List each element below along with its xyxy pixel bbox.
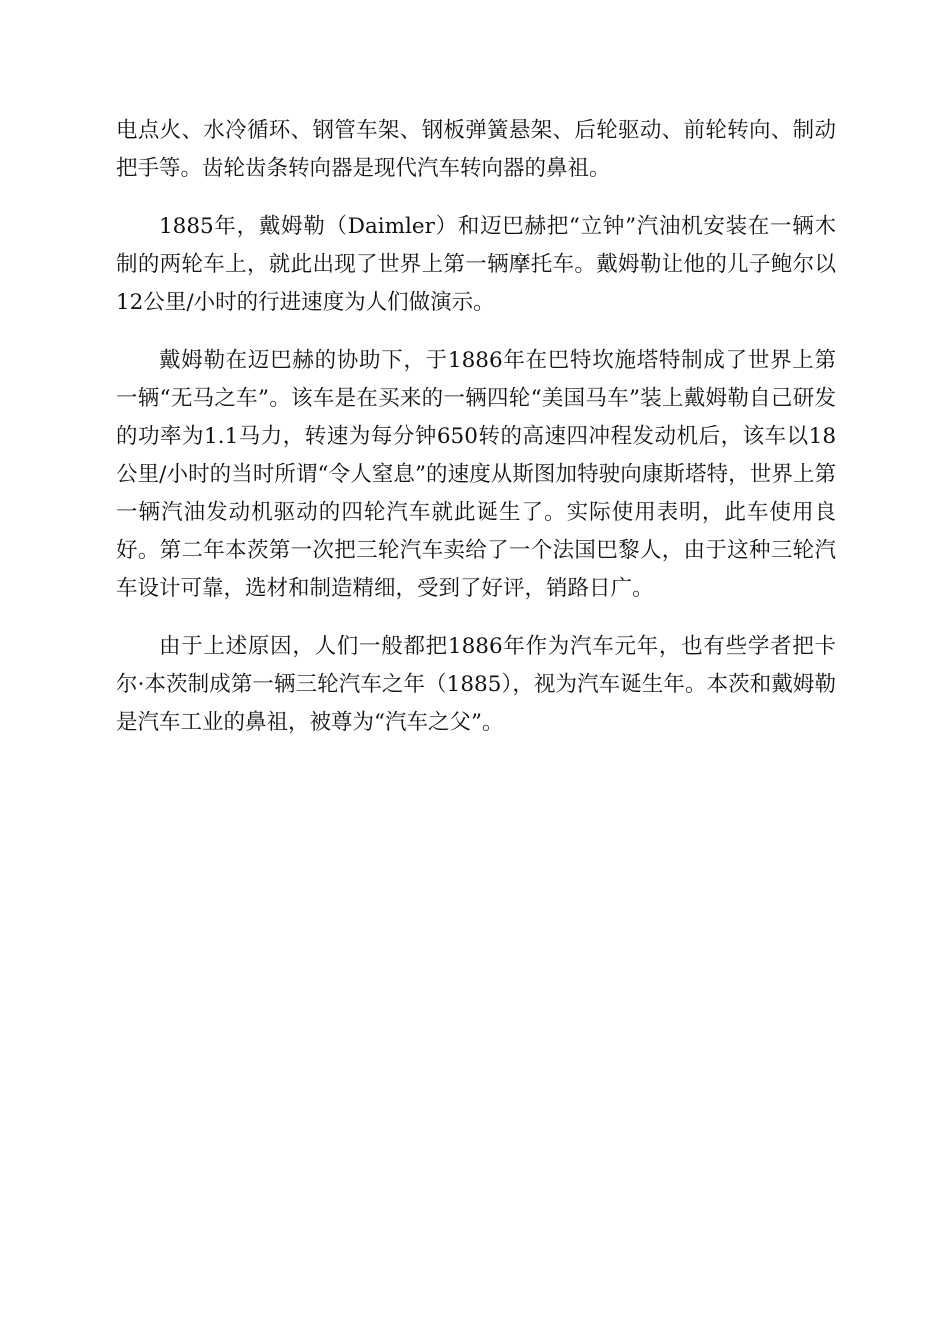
paragraph-1: 电点火、水冷循环、钢管车架、钢板弹簧悬架、后轮驱动、前轮转向、制动把手等。齿轮齿条转向器是现代汽车转向器的鼻祖。: [116, 118, 836, 181]
paragraph-2: 1885年，戴姆勒（Daimler）和迈巴赫把“立钟”汽油机安装在一辆木制的两轮车上，就此出现了世界上第一辆摩托车。戴姆勒让他的儿子鲍尔以12公里/小时的行进速度为人们做演示。: [116, 214, 836, 315]
paragraph-3: 戴姆勒在迈巴赫的协助下，于1886年在巴特坎施塔特制成了世界上第一辆“无马之车”。该车是在买来的一辆四轮“美国马车”装上戴姆勒自己研发的功率为1.1马力，转速为每分钟650转的高速四冲程发动机后，该车以18公里/小时的当时所谓“令人窒息”的速度从斯图加特驶向康斯塔特，世界上第一辆汽油发动机驱动的四轮汽车就此诞生了。实际使用表明，此车使用良好。第二年本茨第一次把三轮汽车卖给了一个法国巴黎人，由于这种三轮汽车设计可靠，选材和制造精细，受到了好评，销路日广。: [116, 348, 836, 601]
document-body: [116, 112, 836, 762]
paragraph-4: 由于上述原因，人们一般都把1886年作为汽车元年，也有些学者把卡尔·本茨制成第一辆三轮汽车之年（1885），视为汽车诞生年。本茨和戴姆勒是汽车工业的鼻祖，被尊为“汽车之父”。: [116, 634, 836, 735]
